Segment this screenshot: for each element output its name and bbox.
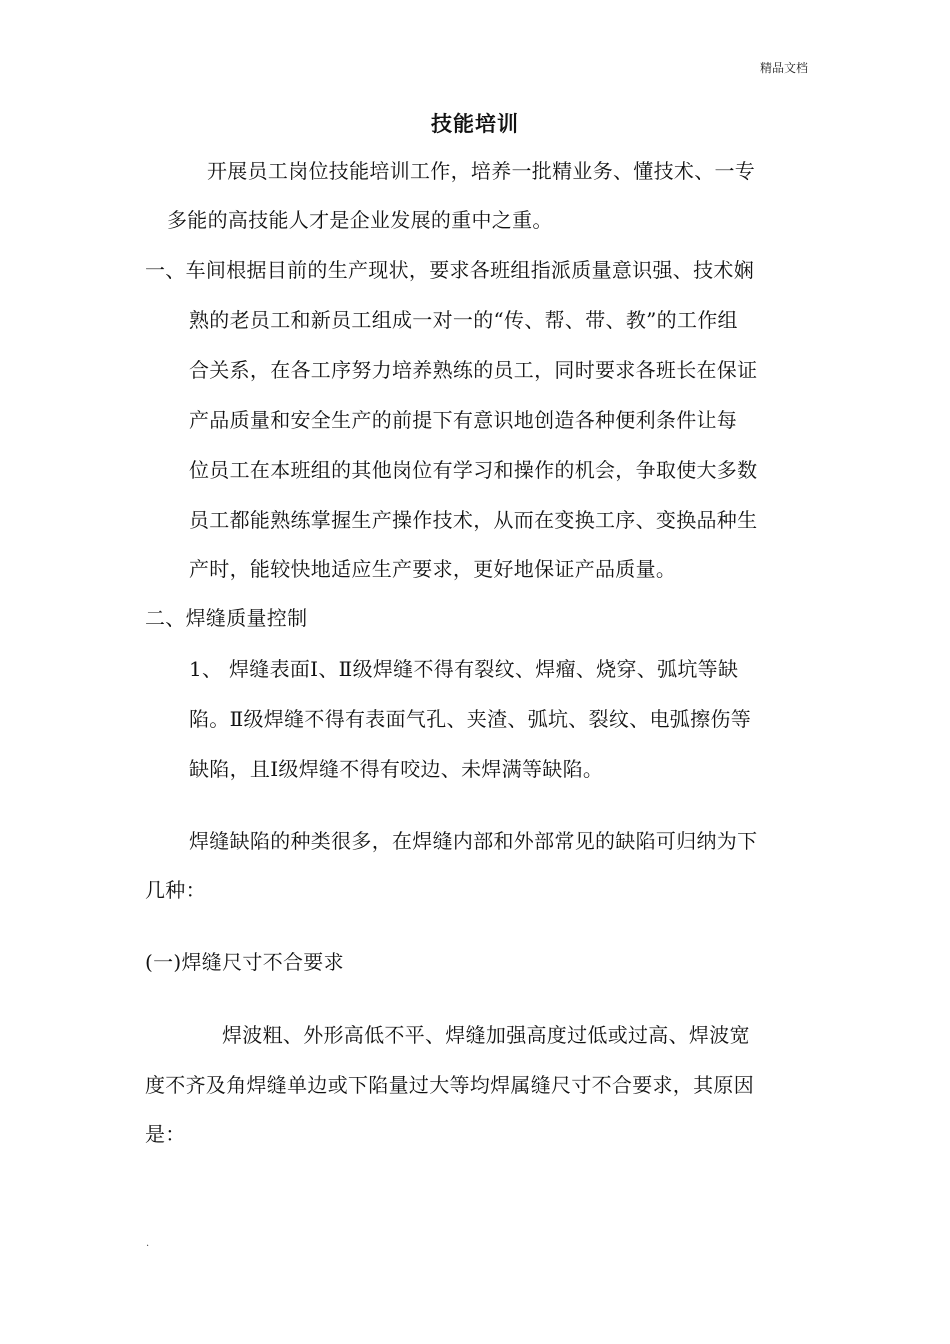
page-title: 技能培训 (431, 112, 519, 136)
section-1-line-5: 位员工在本班组的其他岗位有学习和操作的机会，争取使大多数 (189, 458, 758, 482)
defects-line-1: 焊缝缺陷的种类很多，在焊缝内部和外部常见的缺陷可归纳为下 (189, 829, 758, 853)
section-1-line-1: 一、车间根据目前的生产现状，要求各班组指派质量意识强、技术娴 (145, 258, 754, 282)
footer-mark: . (146, 1238, 150, 1249)
item-1-line-3: 缺陷，且Ⅰ级焊缝不得有咬边、未焊满等缺陷。 (189, 757, 604, 781)
section-1-line-7: 产时，能较快地适应生产要求，更好地保证产品质量。 (189, 557, 677, 581)
section-1-line-2: 熟的老员工和新员工组成一对一的“传、帮、带、教”的工作组 (189, 308, 738, 332)
section-1-line-6: 员工都能熟练掌握生产操作技术，从而在变换工序、变换品种生 (189, 508, 758, 532)
section-1-line-3: 合关系，在各工序努力培养熟练的员工，同时要求各班长在保证 (189, 358, 758, 382)
intro-line-2: 多能的高技能人才是企业发展的重中之重。 (167, 208, 553, 232)
subsection-heading: (一)焊缝尺寸不合要求 (145, 950, 344, 974)
item-1-line-1: 1、 焊缝表面Ⅰ、Ⅱ级焊缝不得有裂纹、焊瘤、烧穿、弧坑等缺 (189, 657, 739, 681)
size-defect-line-3: 是： (145, 1122, 186, 1146)
section-2-heading: 二、焊缝质量控制 (145, 606, 308, 630)
size-defect-line-1: 焊波粗、外形高低不平、焊缝加强高度过低或过高、焊波宽 (222, 1023, 750, 1047)
defects-line-2: 几种： (145, 878, 206, 902)
section-1-line-4: 产品质量和安全生产的前提下有意识地创造各种便利条件让每 (189, 408, 738, 432)
item-1-line-2: 陷。Ⅱ级焊缝不得有表面气孔、夹渣、弧坑、裂纹、电弧擦伤等 (189, 707, 751, 731)
intro-line-1: 开展员工岗位技能培训工作，培养一批精业务、懂技术、一专 (207, 159, 756, 183)
header-watermark-text: 精品文档 (759, 61, 808, 75)
size-defect-line-2: 度不齐及角焊缝单边或下陷量过大等均焊属缝尺寸不合要求，其原因 (145, 1073, 754, 1097)
